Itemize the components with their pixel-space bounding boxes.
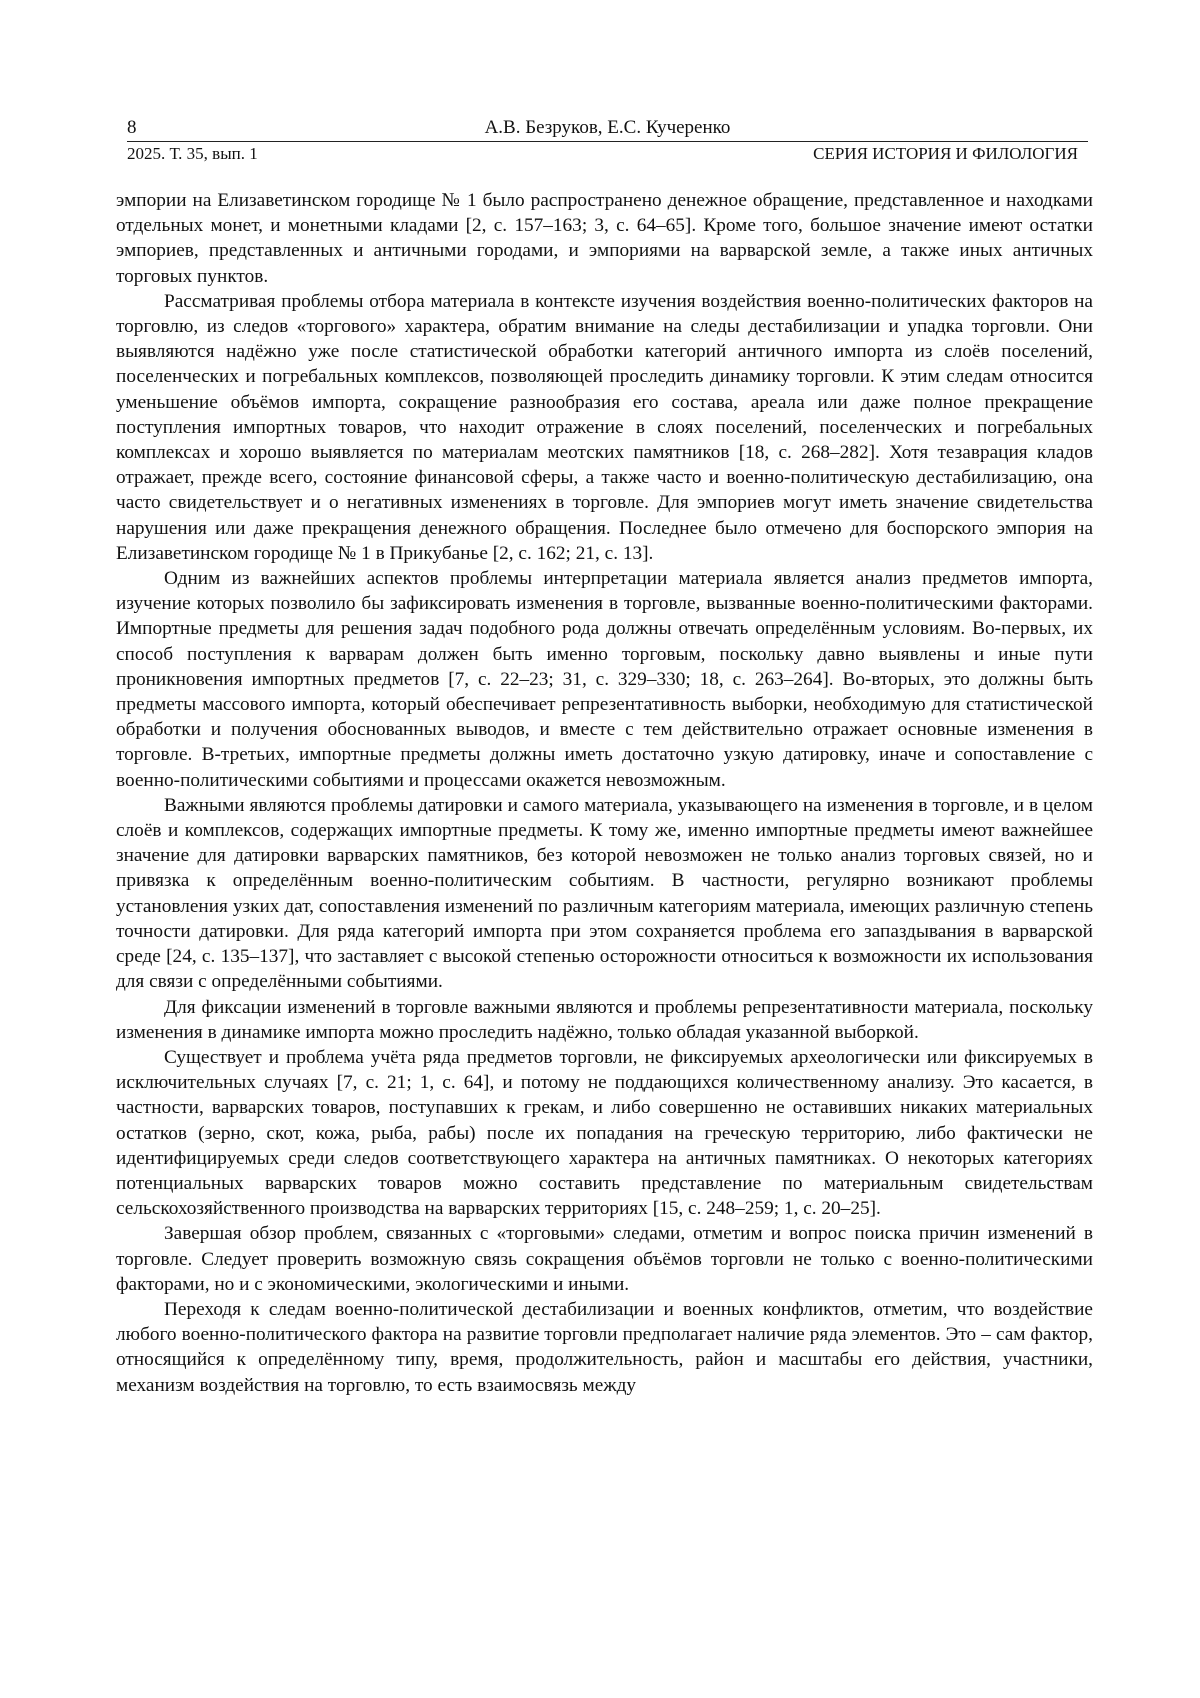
- journal-series: СЕРИЯ ИСТОРИЯ И ФИЛОЛОГИЯ: [813, 144, 1078, 164]
- running-head-top-row: [127, 117, 1088, 139]
- running-head-authors: А.В. Безруков, Е.С. Кучеренко: [127, 117, 1088, 139]
- journal-page: [0, 0, 1200, 1698]
- paragraph: Важными являются проблемы датировки и самого материала, указывающего на изменения в торговле, и в целом слоёв и комплексов, содержащих импортные предметы. К тому же, именно импортные предметы имеют важнейшее значение для датировки варварских памятников, без которой невозможен не только анализ торговых связей, но и привязка к определённым военно-политическим событиям. В частности, регулярно возникают проблемы установления узких дат, сопоставления изменений по различным категориям материала, имеющих различную степень точности датировки. Для ряда категорий импорта при этом сохраняется проблема его запаздывания в варварской среде [24, с. 135–137], что заставляет с высокой степенью осторожности относиться к возможности их использования для связи с определёнными событиями.: [116, 793, 1093, 995]
- paragraph: Завершая обзор проблем, связанных с «торговыми» следами, отметим и вопрос поиска причин изменений в торговле. Следует проверить возможную связь сокращения объёмов торговли не только с военно-политическими факторами, но и с экономическими, экологическими и иными.: [116, 1221, 1093, 1297]
- paragraph: Рассматривая проблемы отбора материала в контексте изучения воздействия военно-политических факторов на торговлю, из следов «торгового» характера, обратим внимание на следы дестабилизации и упадка торговли. Они выявляются надёжно уже после статистической обработки категорий античного импорта из слоёв поселений, поселенческих и погребальных комплексов, позволяющей проследить динамику торговли. К этим следам относится уменьшение объёмов импорта, сокращение разнообразия его состава, ареала или даже полное прекращение поступления импортных товаров, что находит отражение в слоях поселений, поселенческих и погребальных комплексах и хорошо выявляется по материалам меотских памятников [18, с. 268–282]. Хотя тезаврация кладов отражает, прежде всего, состояние финансовой сферы, а также часто и военно-политическую дестабилизацию, она часто свидетельствует и о негативных изменениях в торговле. Для эмпориев могут иметь значение свидетельства нарушения или даже прекращения денежного обращения. Последнее было отмечено для боспорского эмпория на Елизаветинском городище № 1 в Прикубанье [2, с. 162; 21, с. 13].: [116, 289, 1093, 566]
- paragraph: Существует и проблема учёта ряда предметов торговли, не фиксируемых археологически или фиксируемых в исключительных случаях [7, с. 21; 1, с. 64], и потому не поддающихся количественному анализу. Это касается, в частности, варварских товаров, поступавших к грекам, и либо совершенно не оставивших никаких материальных остатков (зерно, скот, кожа, рыба, рабы) после их попадания на греческую территорию, либо фактически не идентифицируемых среди следов соответствующего характера на античных памятниках. О некоторых категориях потенциальных варварских товаров можно составить представление по материальным свидетельствам сельскохозяйственного производства на варварских территориях [15, с. 248–259; 1, с. 20–25].: [116, 1045, 1093, 1221]
- paragraph: Переходя к следам военно-политической дестабилизации и военных конфликтов, отметим, что воздействие любого военно-политического фактора на развитие торговли предполагает наличие ряда элементов. Это – сам фактор, относящийся к определённому типу, время, продолжительность, район и масштабы его действия, участники, механизм воздействия на торговлю, то есть взаимосвязь между: [116, 1297, 1093, 1398]
- paragraph-continued: эмпории на Елизаветинском городище № 1 было распространено денежное обращение, представленное и находками отдельных монет, и монетными кладами [2, с. 157–163; 3, с. 64–65]. Кроме того, большое значение имеют остатки эмпориев, представленных и античными городами, и эмпориями на варварской земле, а также иных античных торговых пунктов.: [116, 188, 1093, 289]
- paragraph: Для фиксации изменений в торговле важными являются и проблемы репрезентативности материала, поскольку изменения в динамике импорта можно проследить надёжно, только обладая указанной выборкой.: [116, 995, 1093, 1045]
- header-rule: [127, 141, 1088, 142]
- paragraph: Одним из важнейших аспектов проблемы интерпретации материала является анализ предметов импорта, изучение которых позволило бы зафиксировать изменения в торговле, вызванные военно-политическими факторами. Импортные предметы для решения задач подобного рода должны отвечать определённым условиям. Во-первых, их способ поступления к варварам должен быть именно торговым, поскольку давно выявлены и иные пути проникновения импортных предметов [7, с. 22–23; 31, с. 329–330; 18, с. 263–264]. Во-вторых, это должны быть предметы массового импорта, который обеспечивает репрезентативность выборки, необходимую для статистической обработки и получения обоснованных выводов, и вместе с тем действительно отражает основные изменения в торговле. В-третьих, импортные предметы должны иметь достаточно узкую датировку, иначе и сопоставление с военно-политическими событиями и процессами окажется невозможным.: [116, 566, 1093, 793]
- page-number: 8: [127, 117, 137, 139]
- article-body: [116, 188, 1093, 1398]
- running-head: [127, 117, 1088, 139]
- journal-issue: 2025. Т. 35, вып. 1: [127, 144, 258, 164]
- running-head-bottom-row: [127, 144, 1088, 164]
